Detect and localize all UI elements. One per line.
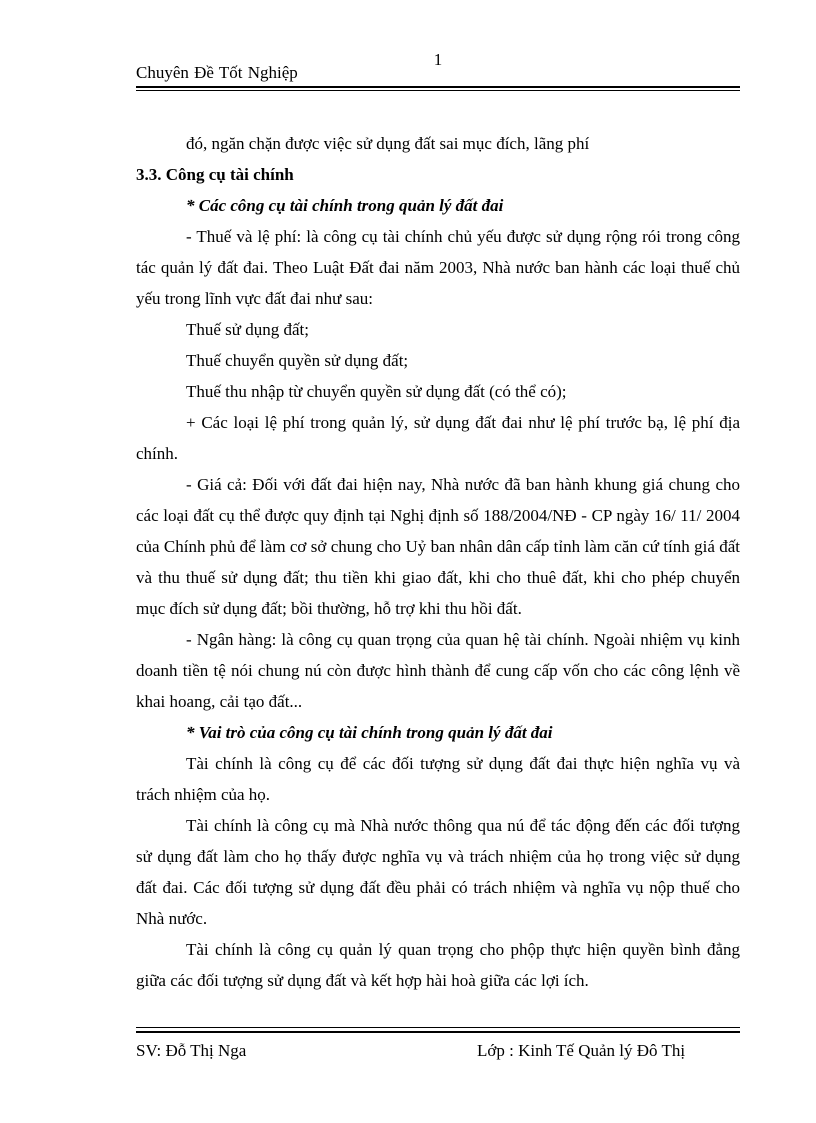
footer-rule: [136, 1031, 740, 1033]
header-title: Chuyên Đề Tốt Nghiệp: [136, 63, 298, 82]
footer-rule-thin: [136, 1027, 740, 1028]
paragraph: đó, ngăn chặn được việc sử dụng đất sai mục đích, lãng phí: [186, 134, 590, 153]
page-number: 1: [433, 50, 443, 69]
subsection-heading: * Vai trò của công cụ tài chính trong quản lý đất đai: [186, 723, 553, 742]
paragraph: Tài chính là công cụ mà Nhà nước thông qua nú để tác động đến các đối tượng sử dụng đất làm cho họ thấy được nghĩa vụ và trách nhiệm của họ trong việc sử dụng đất đai. Các đối tượng sử dụng đất đều phải có trách nhiệm và nghĩa vụ nộp thuế cho Nhà nước.: [136, 816, 740, 928]
list-item: Thuế thu nhập từ chuyển quyền sử dụng đất (có thể có);: [186, 382, 567, 401]
section-heading: 3.3. Công cụ tài chính: [136, 165, 294, 184]
paragraph: - Giá cả: Đối với đất đai hiện nay, Nhà nước đã ban hành khung giá chung cho các loại đất cụ thể được quy định tại Nghị định số 188/2004/NĐ - CP ngày 16/ 11/ 2004 của Chính phủ để làm cơ sở chung cho Uỷ ban nhân dân cấp tỉnh làm căn cứ tính giá đất và thu thuế sử dụng đất; thu tiền khi giao đất, khi cho thuê đất, khi cho phép chuyển mục đích sử dụng đất; bồi thường, hỗ trợ khi thu hồi đất.: [136, 475, 740, 618]
footer-student: SV: Đỗ Thị Nga: [136, 1041, 247, 1060]
list-item: Thuế sử dụng đất;: [186, 320, 310, 339]
paragraph: + Các loại lệ phí trong quản lý, sử dụng đất đai như lệ phí trước bạ, lệ phí địa chính.: [136, 413, 740, 463]
document-body: [136, 128, 740, 996]
list-item: Thuế chuyển quyền sử dụng đất;: [186, 351, 409, 370]
paragraph: Tài chính là công cụ để các đối tượng sử dụng đất đai thực hiện nghĩa vụ và trách nhiệm của họ.: [136, 754, 740, 804]
header-rule-thin: [136, 90, 740, 91]
footer-class: Lớp : Kinh Tế Quản lý Đô Thị: [477, 1041, 686, 1060]
header-rule: [136, 86, 740, 88]
paragraph: Tài chính là công cụ quản lý quan trọng cho phộp thực hiện quyền bình đẳng giữa các đối tượng sử dụng đất và kết hợp hài hoà giữa các lợi ích.: [136, 940, 740, 990]
subsection-heading: * Các công cụ tài chính trong quản lý đất đai: [186, 196, 504, 215]
paragraph: - Ngân hàng: là công cụ quan trọng của quan hệ tài chính. Ngoài nhiệm vụ kinh doanh tiền tệ nói chung nú còn được hình thành để cung cấp vốn cho các công lệnh về khai hoang, cải tạo đất...: [136, 630, 740, 711]
paragraph: - Thuế và lệ phí: là công cụ tài chính chủ yếu được sử dụng rộng rói trong công tác quản lý đất đai. Theo Luật Đất đai năm 2003, Nhà nước ban hành các loại thuế chủ yếu trong lĩnh vực đất đai như sau:: [136, 227, 740, 308]
